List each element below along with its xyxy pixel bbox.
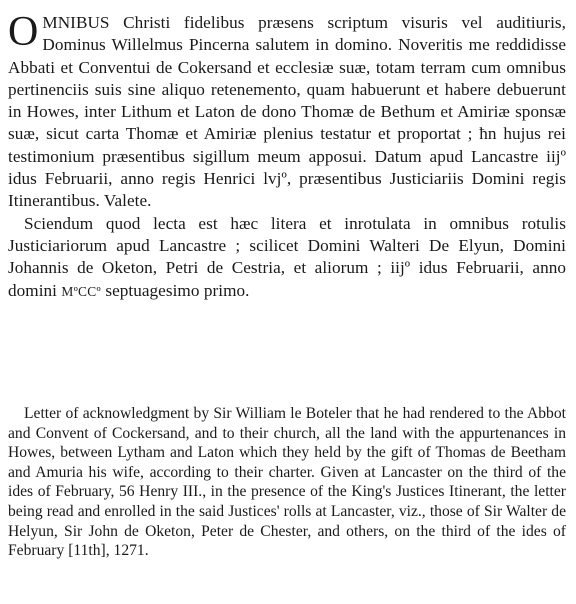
- latin-paragraph-1: [8, 9, 566, 213]
- latin-paragraph-2: [8, 213, 566, 303]
- latin-paragraph-2-text: Sciendum quod lecta est hæc litera et inrotulata in omnibus rotulis Justiciariorum apud Lancastre ; scilicet Domini Walteri De Elyun, Domini Johannis de Oketon, Petri de Cestria, et aliorum ; iijº idus Februarii, anno domini: [8, 213, 566, 300]
- latin-paragraph-1-text: MNIBUS Christi fidelibus præsens scriptum visuris vel auditiuris, Dominus Willelmus Pincerna salutem in domino. Noveritis me reddidisse Abbati et Conventui de Cokersand et ecclesiæ suæ, totam terram cum omnibus pertinenciis suis sine aliquo retenemento, quam habuerunt et habere debuerunt in Howes, inter Lithum et Laton de dono Thomæ de Bethum et Amiriæ sponsæ suæ, sicut carta Thomæ et Amiriæ plenius testatur et proportat ; ħn hujus rei testimonium præsentibus sigillum meum apposui. Datum apud Lancastre iijº idus Februarii, anno regis Henrici lvjº, præsentibus Justiciariis Domini regis Itinerantibus. Valete.: [8, 13, 566, 211]
- drop-cap-initial: O: [8, 9, 39, 55]
- latin-paragraph-2-end: septuagesimo primo.: [100, 280, 250, 300]
- latin-date-numerals: MºCCº: [61, 283, 101, 299]
- english-translation: Letter of acknowledgment by Sir William le Boteler that he had rendered to the Abbot and Convent of Cockersand, and to their church, all the land with the appurtenances in Howes, between Lytham and Laton which they held by the gift of Thomas de Beetham and Amuria his wife, according to their charter. Given at Lancaster on the third of the ides of February, 56 Henry III., in the presence of the King's Justices Itinerant, the letter being read and enrolled in the said Justices' rolls at Lancaster, viz., those of Sir Walter de Helyun, Sir John de Oketon, Peter de Chester, and others, on the third of the ides of February [11th], 1271.: [8, 405, 566, 560]
- latin-charter-text: [8, 9, 566, 303]
